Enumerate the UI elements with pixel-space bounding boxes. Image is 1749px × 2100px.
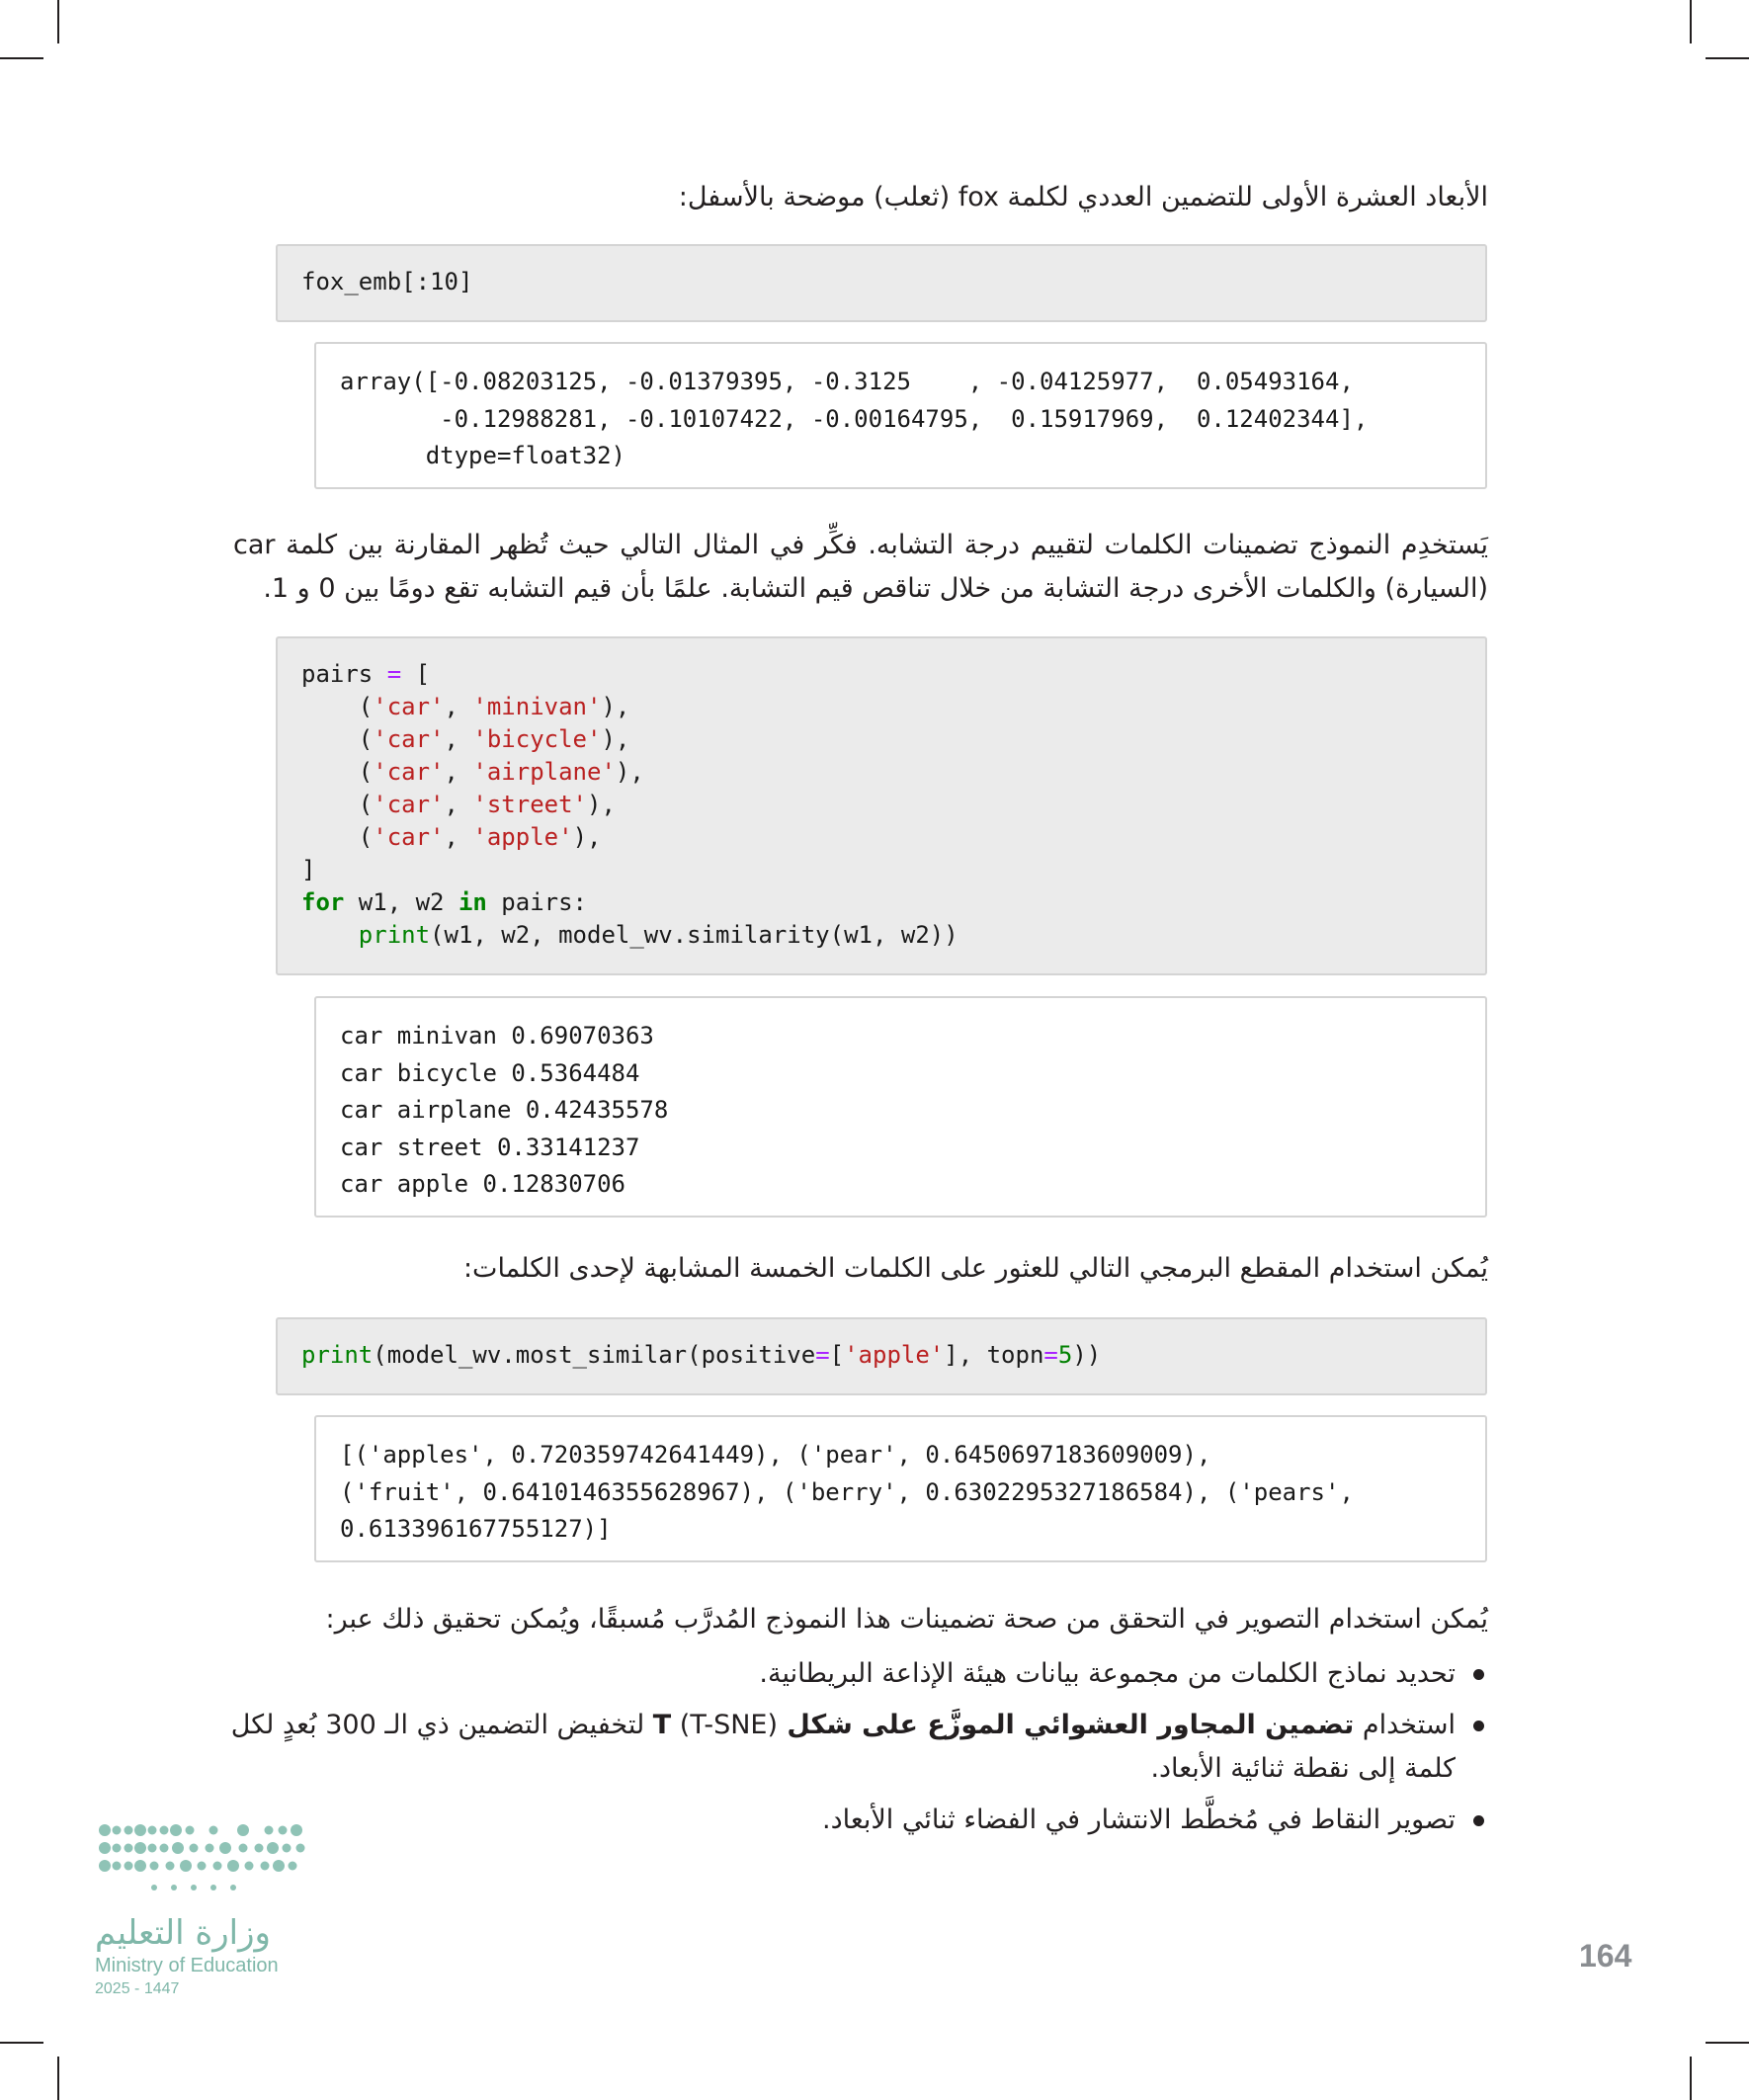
visualization-paragraph: يُمكن استخدام التصوير في التحقق من صحة تضمينات هذا النموذج المُدرَّب مُسبقًا، ويُمكن تحقيق ذلك عبر:	[325, 1604, 1488, 1635]
intro-paragraph: الأبعاد العشرة الأولى للتضمين العددي لكلمة fox (ثعلب) موضحة بالأسفل:	[678, 182, 1488, 212]
page-number: 164	[1579, 1938, 1632, 1974]
logo-dot	[134, 1824, 146, 1836]
crop-mark	[0, 2042, 43, 2044]
logo-dot	[291, 1824, 302, 1836]
code-keyword: in	[458, 888, 487, 916]
code-cell-similarity	[276, 636, 1487, 975]
logo-dot	[209, 1826, 218, 1835]
logo-year: 2025 - 1447	[95, 1980, 180, 1997]
steps-list	[213, 1652, 1488, 1850]
code-operator: =	[815, 1341, 830, 1369]
crop-mark	[1690, 0, 1692, 43]
pair-line: ('car', 'minivan'),	[301, 693, 630, 720]
pair-line: ('car', 'airplane'),	[301, 758, 644, 786]
logo-dot	[166, 1862, 175, 1871]
crop-mark	[1690, 2057, 1692, 2100]
logo-dot	[151, 1885, 157, 1890]
logo-dot	[245, 1862, 254, 1871]
logo-dot	[171, 1885, 177, 1890]
logo-dot	[148, 1826, 157, 1835]
code-cell-fox-emb: fox_emb[:10]	[276, 244, 1487, 322]
similarity-paragraph: يَستخدِم النموذج تضمينات الكلمات لتقييم درجة التشابه. فكِّر في المثال التالي حيث تُظهر المقارنة بين كلمة car (السيارة) والكلمات الأخرى درجة التشابة من خلال تناقص قيم التشابة. علمًا بأن قيم التشابه تقع دومًا بين 0 و 1.	[233, 530, 1488, 604]
logo-dot	[230, 1885, 236, 1890]
code-token: [	[415, 660, 431, 688]
code-token: (w1, w2, model_wv.similarity(w1, w2))	[430, 921, 958, 949]
logo-dot	[206, 1844, 214, 1853]
logo-dot	[191, 1885, 197, 1890]
list-item: تصوير النقاط في مُخطَّط الانتشار في الفضاء ثنائي الأبعاد.	[213, 1799, 1488, 1842]
crop-mark	[1706, 57, 1749, 59]
logo-dot	[279, 1826, 288, 1835]
tsne-term: تضمين المجاور العشوائي الموزَّع على شكل T	[652, 1710, 1355, 1740]
logo-dot	[113, 1844, 122, 1853]
output-line: car minivan 0.69070363	[340, 1022, 654, 1050]
code-token: ]	[301, 856, 316, 883]
code-number: 5	[1057, 1341, 1073, 1369]
output-similarity	[314, 996, 1487, 1218]
logo-dot	[134, 1842, 146, 1854]
logo-dot	[227, 1860, 239, 1872]
ministry-emblem-icon	[95, 1820, 312, 1899]
code-keyword: for	[301, 888, 345, 916]
logo-dot	[283, 1844, 292, 1853]
most-similar-paragraph: يُمكن استخدام المقطع البرمجي التالي للعثور على الكلمات الخمسة المشابهة لإحدى الكلمات:	[462, 1253, 1488, 1284]
pair-line: ('car', 'bicycle'),	[301, 725, 630, 753]
code-token: [	[829, 1341, 845, 1369]
logo-dot	[239, 1844, 248, 1853]
logo-dot	[265, 1826, 274, 1835]
output-most-similar: [('apples', 0.720359742641449), ('pear', 0.6450697183609009), ('fruit', 0.6410146355628967), ('berry', 0.6302295327186584), ('pears', 0.613396167755127)]	[314, 1415, 1487, 1562]
logo-dot	[296, 1844, 305, 1853]
code-token: w1, w2	[344, 888, 458, 916]
logo-dot	[113, 1862, 122, 1871]
pair-line: ('car', 'street'),	[301, 791, 616, 818]
logo-dot	[160, 1844, 169, 1853]
logo-dot	[186, 1826, 195, 1835]
logo-dot	[134, 1860, 146, 1872]
logo-dot	[160, 1826, 169, 1835]
logo-dot	[261, 1862, 270, 1871]
logo-dot	[125, 1826, 133, 1835]
logo-dot	[148, 1844, 157, 1853]
logo-dot	[172, 1842, 184, 1854]
crop-mark	[0, 57, 43, 59]
code-string: 'apple'	[844, 1341, 945, 1369]
output-line: car bicycle 0.5364484	[340, 1058, 640, 1087]
logo-dot	[125, 1862, 133, 1871]
crop-mark	[1706, 2042, 1749, 2044]
code-token: pairs	[301, 660, 374, 688]
list-item: تحديد نماذج الكلمات من مجموعة بيانات هيئة الإذاعة البريطانية.	[213, 1652, 1488, 1696]
logo-dot	[190, 1844, 199, 1853]
crop-mark	[57, 2057, 59, 2100]
logo-dot	[113, 1826, 122, 1835]
output-fox-emb: array([-0.08203125, -0.01379395, -0.3125 , -0.04125977, 0.05493164, -0.12988281, -0.10107422, -0.00164795, 0.15917969, 0.12402344], dtype=float32)	[314, 342, 1487, 489]
code-operator: =	[1043, 1341, 1058, 1369]
logo-dot	[125, 1844, 133, 1853]
logo-dot	[180, 1860, 192, 1872]
output-line: car apple 0.12830706	[340, 1170, 625, 1198]
code-token: pairs:	[486, 888, 588, 916]
crop-mark	[57, 0, 59, 43]
list-item: استخدام تضمين المجاور العشوائي الموزَّع على شكل T (T-SNE) لتخفيض التضمين ذي الـ 300 بُعدٍ لكل كلمة إلى نقطة ثنائية الأبعاد.	[213, 1704, 1488, 1791]
logo-dot	[150, 1862, 159, 1871]
logo-dot	[289, 1862, 297, 1871]
logo-dot	[170, 1824, 182, 1836]
logo-dot	[213, 1862, 222, 1871]
logo-dot	[237, 1824, 249, 1836]
logo-dot	[219, 1842, 231, 1854]
code-builtin: print	[358, 921, 431, 949]
code-builtin: print	[301, 1341, 374, 1369]
code-operator: =	[386, 660, 402, 688]
logo-dot	[255, 1844, 264, 1853]
output-line: car airplane 0.42435578	[340, 1096, 669, 1124]
logo-arabic-text: وزارة التعليم	[95, 1913, 271, 1953]
pair-line: ('car', 'apple'),	[301, 823, 602, 851]
logo-dot	[99, 1824, 111, 1836]
logo-dot	[99, 1842, 111, 1854]
logo-dot	[99, 1860, 111, 1872]
code-cell-most-similar	[276, 1317, 1487, 1395]
output-line: car street 0.33141237	[340, 1133, 640, 1161]
code-token: ))	[1072, 1341, 1102, 1369]
ministry-logo	[95, 1820, 322, 2000]
logo-dot	[273, 1860, 285, 1872]
logo-dot	[267, 1842, 279, 1854]
code-token: ], topn	[944, 1341, 1044, 1369]
code-token: (model_wv.most_similar(positive	[373, 1341, 816, 1369]
logo-english-text: Ministry of Education	[95, 1955, 279, 1976]
logo-dot	[198, 1862, 207, 1871]
logo-dot	[210, 1885, 216, 1890]
